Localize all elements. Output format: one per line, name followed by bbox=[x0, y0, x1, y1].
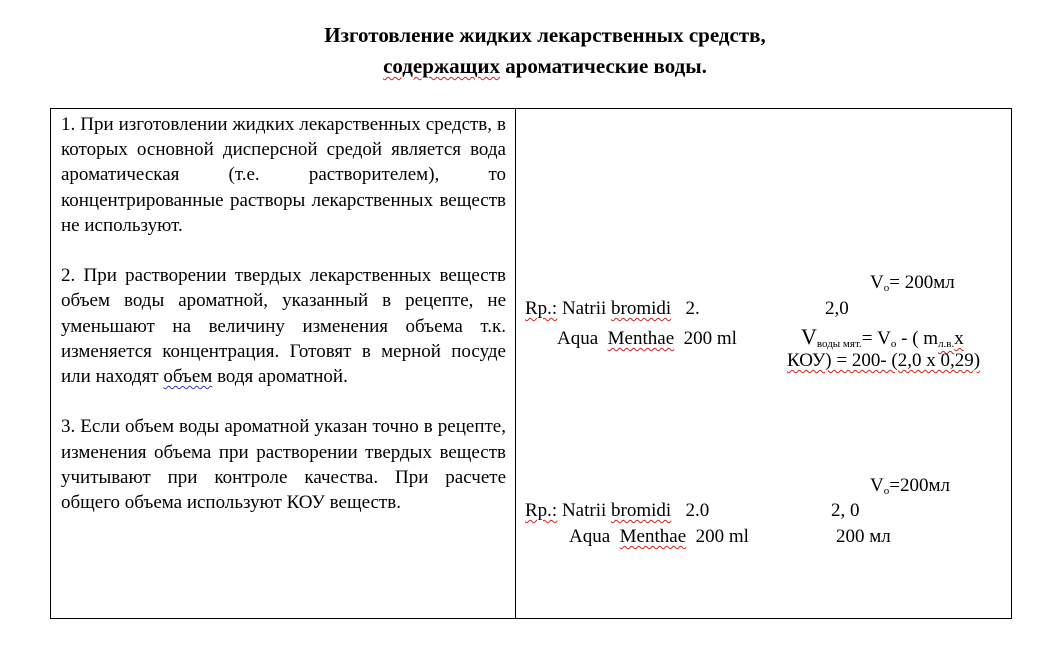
content-table bbox=[50, 108, 1012, 619]
paragraph-2-underlined-word: объем bbox=[163, 366, 213, 388]
paragraph-2-end: водя ароматной. bbox=[212, 366, 348, 388]
example1-rp: Rp.: bbox=[525, 298, 558, 319]
title-line-2-rest: ароматические воды. bbox=[499, 54, 707, 78]
example2-drug-name: bromidi bbox=[611, 500, 672, 521]
example2-rp: Rp.: bbox=[525, 500, 558, 521]
left-column bbox=[61, 112, 506, 515]
right-column bbox=[525, 109, 1011, 618]
paragraph-1: 1. При изготовлении жидких лекарственных средств, в которых основной дисперсной средой является вода ароматическая (т.е. растворителем), то концентрированные растворы лекарственных веществ не используют. bbox=[61, 114, 506, 236]
title-line-2 bbox=[0, 51, 1052, 82]
example2-solvent-name: Menthae bbox=[619, 526, 687, 547]
paragraph-2 bbox=[61, 263, 506, 389]
paragraph-3: 3. Если объем воды ароматной указан точно в рецепте, изменения объема при растворении твердых веществ учитывают при контроле качества. При расчете общего объема используют КОУ веществ. bbox=[61, 416, 506, 514]
example1-v0: $V_o= 200мл$ bbox=[870, 272, 955, 294]
example2-rp-line: Rp.: Natrii bromidi 2.0 bbox=[525, 500, 710, 521]
title-word-spellcheck: содержащих bbox=[383, 54, 500, 78]
example1-drug-name: bromidi bbox=[611, 298, 672, 319]
example2-solvent-line: Aqua Menthae 200 ml bbox=[569, 526, 749, 547]
example1-drug-mass: 2,0 bbox=[825, 298, 849, 319]
paragraph-2-text: 2. При растворении твердых лекарственных веществ объем воды ароматной, указанный в рецепте, не уменьшают на величину изменения объема т.к. изменяется концентрация. Готовят в мерной посуде или находят bbox=[61, 265, 506, 388]
document-title bbox=[0, 20, 1052, 82]
example1-formula-line2: КОУ) = 200- (2,0 х 0,29) bbox=[787, 350, 981, 371]
example1-solvent-line: Aqua Menthae 200 ml bbox=[557, 328, 737, 349]
example1-formula-line1: $V_{воды мят.}= V_o$ - ( $m_{л.в.}x$ bbox=[801, 324, 964, 350]
column-divider bbox=[515, 109, 516, 618]
example2-drug-mass: 2, 0 bbox=[831, 500, 860, 521]
title-line-1: Изготовление жидких лекарственных средств, bbox=[324, 23, 766, 47]
example2-solvent-volume: 200 мл bbox=[836, 526, 891, 547]
example1-solvent-name: Menthae bbox=[607, 328, 675, 349]
example1-rp-line: Rp.: Natrii bromidi 2. bbox=[525, 298, 700, 319]
example2-v0: $V_o=200мл$ bbox=[870, 475, 950, 497]
